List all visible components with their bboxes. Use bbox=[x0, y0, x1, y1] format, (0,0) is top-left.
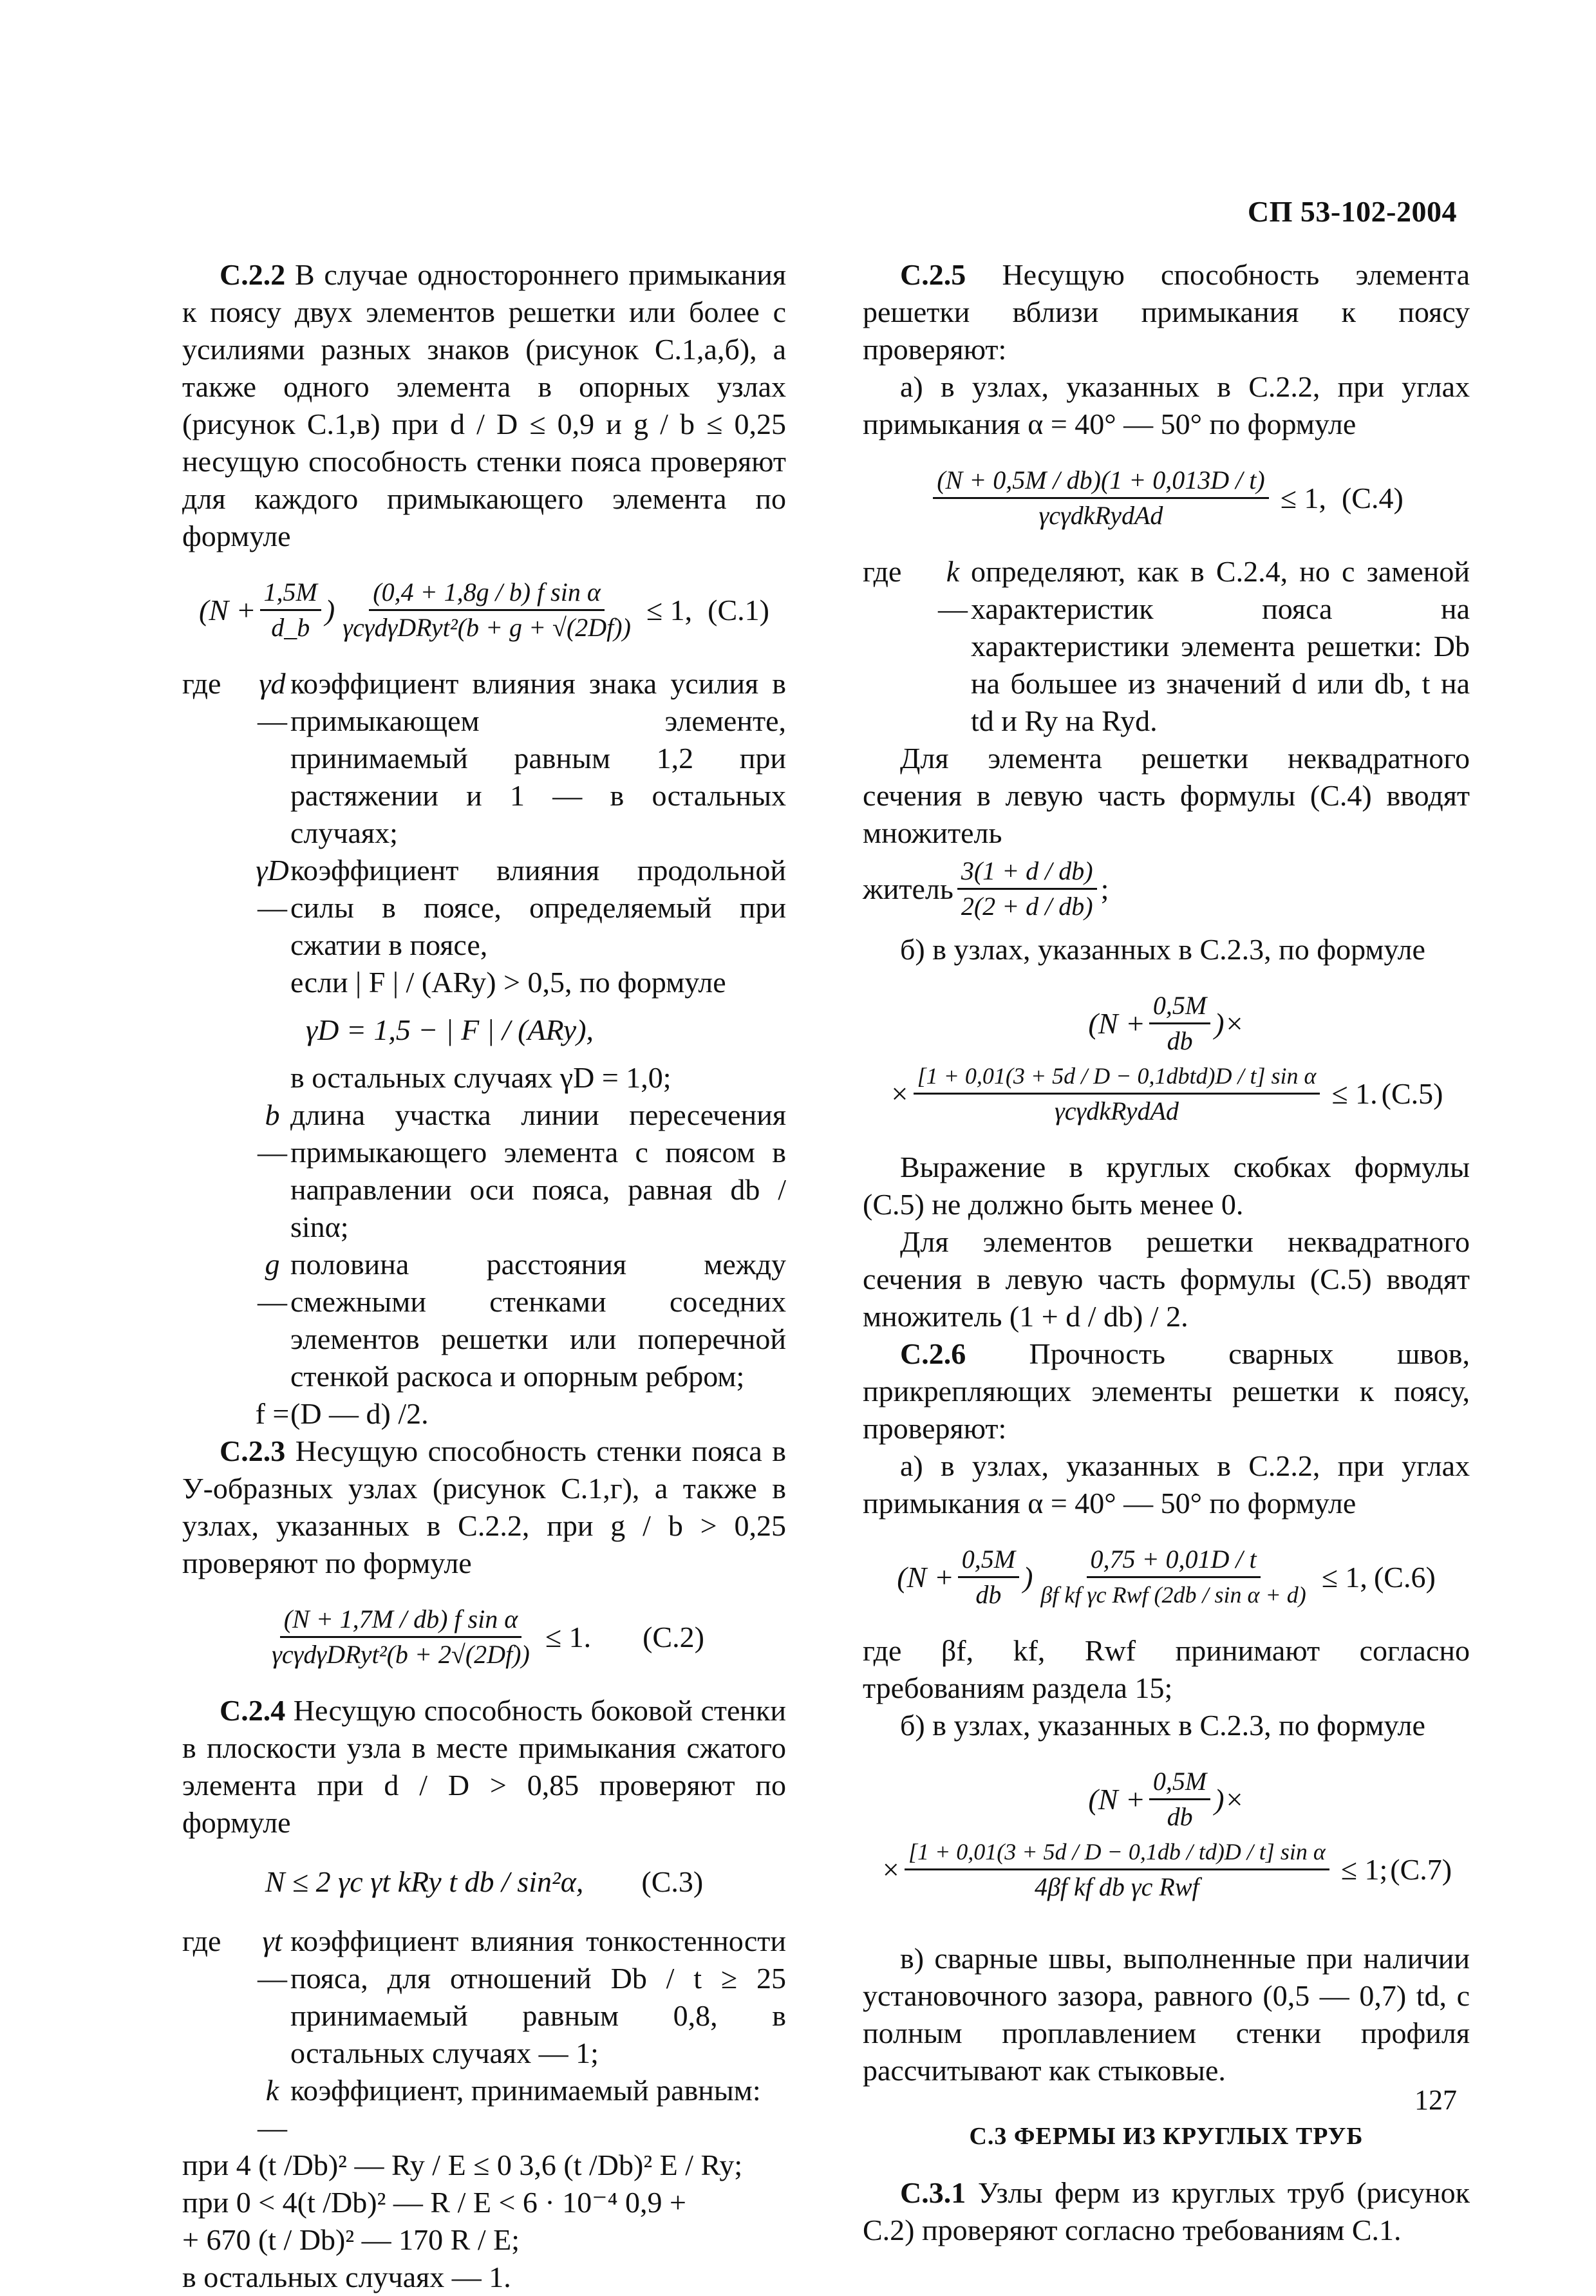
paragraph-c25 bbox=[863, 256, 1470, 368]
def-text: коэффициент, принимаемый равным: bbox=[290, 2074, 761, 2107]
clause-text: Несущую способность стенки пояса в У-образных узлах (рисунок С.1,г), а также в узлах, указанных в С.2.2, при g / b > 0,25 проверяют по формуле bbox=[182, 1435, 786, 1579]
paragraph-c24 bbox=[182, 1692, 786, 1841]
clause-number: С.2.4 bbox=[220, 1694, 286, 1727]
formula-part: × bbox=[889, 1077, 910, 1110]
formula-part: )× bbox=[1214, 1006, 1244, 1040]
formula-c3 bbox=[182, 1863, 786, 1901]
formula-part: (N + bbox=[1088, 1006, 1145, 1040]
def-symbol: γd bbox=[259, 667, 286, 700]
clause-number: С.2.3 bbox=[220, 1435, 286, 1467]
formula-number: (С.1) bbox=[708, 593, 769, 626]
denominator: db bbox=[1167, 1802, 1193, 1831]
def-symbol-dash: b — bbox=[258, 1098, 287, 1169]
numerator: 3(1 + d / db) bbox=[957, 856, 1097, 890]
formula-c7-top bbox=[863, 1766, 1470, 1832]
denominator: γcγdkRydAd bbox=[1055, 1096, 1179, 1125]
formula-c5-top bbox=[863, 990, 1470, 1057]
def-symbol-dash: γt — bbox=[258, 1924, 287, 1995]
def-symbol-dash: k — bbox=[258, 2074, 287, 2144]
formula-expression: N ≤ 2 γc γt kRy t db / sin²α, bbox=[265, 1865, 584, 1898]
numerator: (0,4 + 1,8g / b) f sin α bbox=[369, 577, 605, 611]
denominator: 2(2 + d / db) bbox=[961, 892, 1093, 921]
formula-relation: ≤ 1, bbox=[1321, 1560, 1367, 1594]
formula-part: ) bbox=[324, 593, 335, 626]
inline-formula: γD = 1,5 − | F | / (ARy), bbox=[306, 1013, 594, 1046]
def-lead bbox=[182, 852, 254, 964]
paragraph-c26-c: в) сварные швы, выполненные при наличии установочного зазора, равного (0,5 — 0,7) td, с полным проплавлением стенки профиля рассчитывают как стыковые. bbox=[863, 1942, 1470, 2087]
numerator: 0,75 + 0,01D / t bbox=[1087, 1544, 1261, 1578]
def-symbol-dash: g — bbox=[258, 1248, 287, 1318]
formula-number: (С.6) bbox=[1373, 1560, 1436, 1594]
formula-relation: ≤ 1, bbox=[646, 593, 693, 626]
formula-number: (С.4) bbox=[1341, 481, 1404, 514]
formula-number: (С.5) bbox=[1381, 1077, 1443, 1110]
paragraph-c23 bbox=[182, 1433, 786, 1582]
denominator: db bbox=[1167, 1026, 1193, 1055]
fraction bbox=[933, 465, 1269, 531]
clause-text: Узлы ферм из круглых труб (рисунок С.2) проверяют согласно требованиям С.1. bbox=[863, 2176, 1470, 2246]
fraction bbox=[1149, 1766, 1210, 1832]
denominator: γcγdγDRyt²(b + 2√(2Df)) bbox=[272, 1640, 530, 1669]
def-text: (D — d) /2. bbox=[290, 1397, 429, 1430]
clause-text: Прочность сварных швов, прикрепляющих элементы решетки к поясу, проверяют: bbox=[863, 1337, 1470, 1445]
numerator: 0,5M bbox=[1149, 1766, 1210, 1800]
paragraph-c22 bbox=[182, 256, 786, 555]
def-symbol: γt bbox=[262, 1924, 283, 1957]
numerator: 0,5M bbox=[1149, 990, 1210, 1024]
def-symbol-dash: γd — bbox=[258, 667, 287, 737]
def-lead: где bbox=[863, 555, 902, 588]
multiplier-end: ; bbox=[1100, 872, 1109, 905]
formula-c7 bbox=[863, 1836, 1470, 1903]
paragraph-c26 bbox=[863, 1335, 1470, 1447]
fraction bbox=[957, 856, 1097, 922]
def-symbol: g bbox=[265, 1248, 280, 1281]
k-case-line: при 4 (t /Db)² — Ry / E ≤ 0 3,6 (t /Db)² E / Ry; bbox=[182, 2149, 743, 2181]
definition-list bbox=[182, 665, 786, 1433]
def-symbol-dash: γD — bbox=[256, 854, 289, 924]
formula-part: × bbox=[880, 1852, 901, 1886]
denominator: 4βf kf db γc Rwf bbox=[1035, 1872, 1199, 1901]
clause-number: С.2.6 bbox=[900, 1337, 966, 1370]
def-text: в остальных случаях γD = 1,0; bbox=[290, 1061, 671, 1094]
denominator: γcγdγDRyt²(b + g + √(2Df)) bbox=[343, 613, 631, 642]
paragraph-c25-b: б) в узлах, указанных в С.2.3, по формуле bbox=[900, 933, 1425, 966]
formula-c2 bbox=[182, 1604, 786, 1670]
k-case-line: при 0 < 4(t /Db)² — R / E < 6 · 10⁻⁴ 0,9 + bbox=[182, 2186, 686, 2219]
formula-number: (С.2) bbox=[643, 1620, 704, 1653]
def-text: коэффициент влияния тонкостенности пояса, для отношений Db / t ≥ 25 принимаемый равным 0,8, в остальных случаях — 1; bbox=[290, 1924, 786, 2069]
numerator: (N + 0,5M / db)(1 + 0,013D / t) bbox=[933, 465, 1269, 499]
numerator: 1,5M bbox=[260, 577, 321, 611]
fraction bbox=[958, 1544, 1019, 1610]
clause-number: С.3.1 bbox=[900, 2176, 966, 2209]
clause-number: С.2.5 bbox=[900, 258, 966, 291]
formula-c4 bbox=[863, 465, 1470, 531]
denominator: d_b bbox=[271, 613, 310, 642]
formula-part: ) bbox=[1023, 1560, 1033, 1594]
multiplier-lead: житель bbox=[863, 872, 953, 905]
numerator: [1 + 0,01(3 + 5d / D − 0,1dbtd)D / t] sin α bbox=[914, 1060, 1320, 1095]
fraction bbox=[914, 1060, 1320, 1127]
document-code-header: СП 53-102-2004 bbox=[1247, 195, 1457, 228]
def-lead: где bbox=[182, 1924, 221, 1957]
paragraph-c26-b: б) в узлах, указанных в С.2.3, по формуле bbox=[900, 1709, 1425, 1742]
formula-part: (N + bbox=[1088, 1782, 1145, 1816]
def-text: коэффициент влияния знака усилия в примыкающем элементе, принимаемый равным 1,2 при растяжении и 1 — в остальных случаях; bbox=[290, 667, 786, 849]
formula-relation: ≤ 1. bbox=[1331, 1077, 1378, 1110]
paragraph-c5-note: Выражение в круглых скобках формулы (С.5) не должно быть менее 0. bbox=[863, 1151, 1470, 1221]
formula-number: (С.7) bbox=[1390, 1852, 1452, 1886]
def-lead: где bbox=[182, 667, 221, 700]
numerator: [1 + 0,01(3 + 5d / D − 0,1db / td)D / t] sin α bbox=[905, 1836, 1329, 1870]
formula-relation: ≤ 1, bbox=[1280, 481, 1326, 514]
formula-relation: ≤ 1. bbox=[545, 1620, 592, 1653]
fraction bbox=[905, 1836, 1329, 1903]
formula-c6 bbox=[863, 1544, 1470, 1610]
denominator: βf kf γc Rwf (2db / sin α + d) bbox=[1040, 1582, 1306, 1608]
denominator: γcγdkRydAd bbox=[1038, 501, 1163, 530]
multiplier-expression bbox=[863, 856, 1470, 922]
paragraph-c25-a: а) в узлах, указанных в С.2.2, при углах примыкания α = 40° — 50° по формуле bbox=[863, 370, 1470, 440]
clause-text: Несущую способность боковой стенки в плоскости узла в месте примыкания сжатого элемента при d / D > 0,85 проверяют по формуле bbox=[182, 1694, 786, 1839]
k-case-line: в остальных случаях — 1. bbox=[182, 2261, 511, 2293]
formula-number: (С.3) bbox=[641, 1865, 704, 1898]
clause-text: Несущую способность элемента решетки вблизи примыкания к поясу проверяют: bbox=[863, 258, 1470, 366]
formula-c5 bbox=[863, 1060, 1470, 1127]
section-heading-c3: С.3 ФЕРМЫ ИЗ КРУГЛЫХ ТРУБ bbox=[969, 2123, 1364, 2150]
def-text: если | F | / (ARy) > 0,5, по формуле bbox=[290, 966, 726, 999]
def-text: половина расстояния между смежными стенками соседних элементов решетки или поперечной стенкой раскоса и опорным ребром; bbox=[290, 1248, 786, 1393]
def-symbol: f = bbox=[255, 1397, 290, 1430]
left-column bbox=[182, 256, 786, 2296]
numerator: 0,5M bbox=[958, 1544, 1019, 1578]
def-symbol: b bbox=[265, 1098, 280, 1131]
paragraph-nonsquare-c4: Для элемента решетки неквадратного сечения в левую часть формулы (С.4) вводят множитель bbox=[863, 742, 1470, 849]
formula-c1 bbox=[182, 577, 786, 643]
formula-relation: ≤ 1; bbox=[1340, 1852, 1388, 1886]
denominator: db bbox=[975, 1580, 1002, 1609]
def-text: коэффициент влияния продольной силы в поясе, определяемый при сжатии в поясе, bbox=[290, 854, 786, 961]
def-symbol: k bbox=[946, 555, 960, 588]
def-text: определяют, как в С.2.4, но с заменой характеристик пояса на характеристики элемента решетки: Db на большее из значений d или db, t на td и Ry на Ryd. bbox=[971, 555, 1470, 737]
formula-part: (N + bbox=[897, 1560, 954, 1594]
def-symbol: γD bbox=[256, 854, 289, 887]
paragraph-c6-where: где βf, kf, Rwf принимают согласно требованиям раздела 15; bbox=[863, 1634, 1470, 1704]
fraction bbox=[268, 1604, 534, 1670]
clause-number: С.2.2 bbox=[220, 258, 286, 291]
def-text: длина участка линии пересечения примыкающего элемента с поясом в направлении оси пояса, равная db / sinα; bbox=[290, 1098, 786, 1243]
formula-part: (N + bbox=[199, 593, 256, 626]
fraction bbox=[260, 577, 321, 643]
fraction bbox=[339, 577, 635, 643]
right-column bbox=[863, 256, 1470, 2249]
fraction bbox=[1149, 990, 1210, 1057]
fraction bbox=[1037, 1544, 1310, 1610]
def-symbol-dash: k — bbox=[938, 555, 968, 625]
formula-part: )× bbox=[1214, 1782, 1244, 1816]
paragraph-nonsquare-c5: Для элементов решетки неквадратного сечения в левую часть формулы (С.5) вводят множитель (1 + d / db) / 2. bbox=[863, 1225, 1470, 1333]
k-case-line: + 670 (t / Db)² — 170 R / E; bbox=[182, 2223, 520, 2256]
definition-list bbox=[863, 553, 1470, 740]
paragraph-c31 bbox=[863, 2174, 1470, 2249]
def-symbol: k bbox=[265, 2074, 279, 2107]
page-number: 127 bbox=[1414, 2084, 1457, 2116]
definition-list bbox=[182, 1923, 786, 2147]
paragraph-c26-a: а) в узлах, указанных в С.2.2, при углах примыкания α = 40° — 50° по формуле bbox=[863, 1449, 1470, 1520]
numerator: (N + 1,7M / db) f sin α bbox=[280, 1604, 522, 1638]
def-lead bbox=[182, 2072, 254, 2147]
clause-text: В случае одностороннего примыкания к поясу двух элементов решетки или более с усилиями разных знаков (рисунок С.1,а,б), а также одного элемента в опорных узлах (рисунок С.1,в) при d / D ≤ 0,9 и g / b ≤ 0,25 несущую способность стенки пояса проверяют для каждого примыкающего элемента по формуле bbox=[182, 258, 786, 552]
